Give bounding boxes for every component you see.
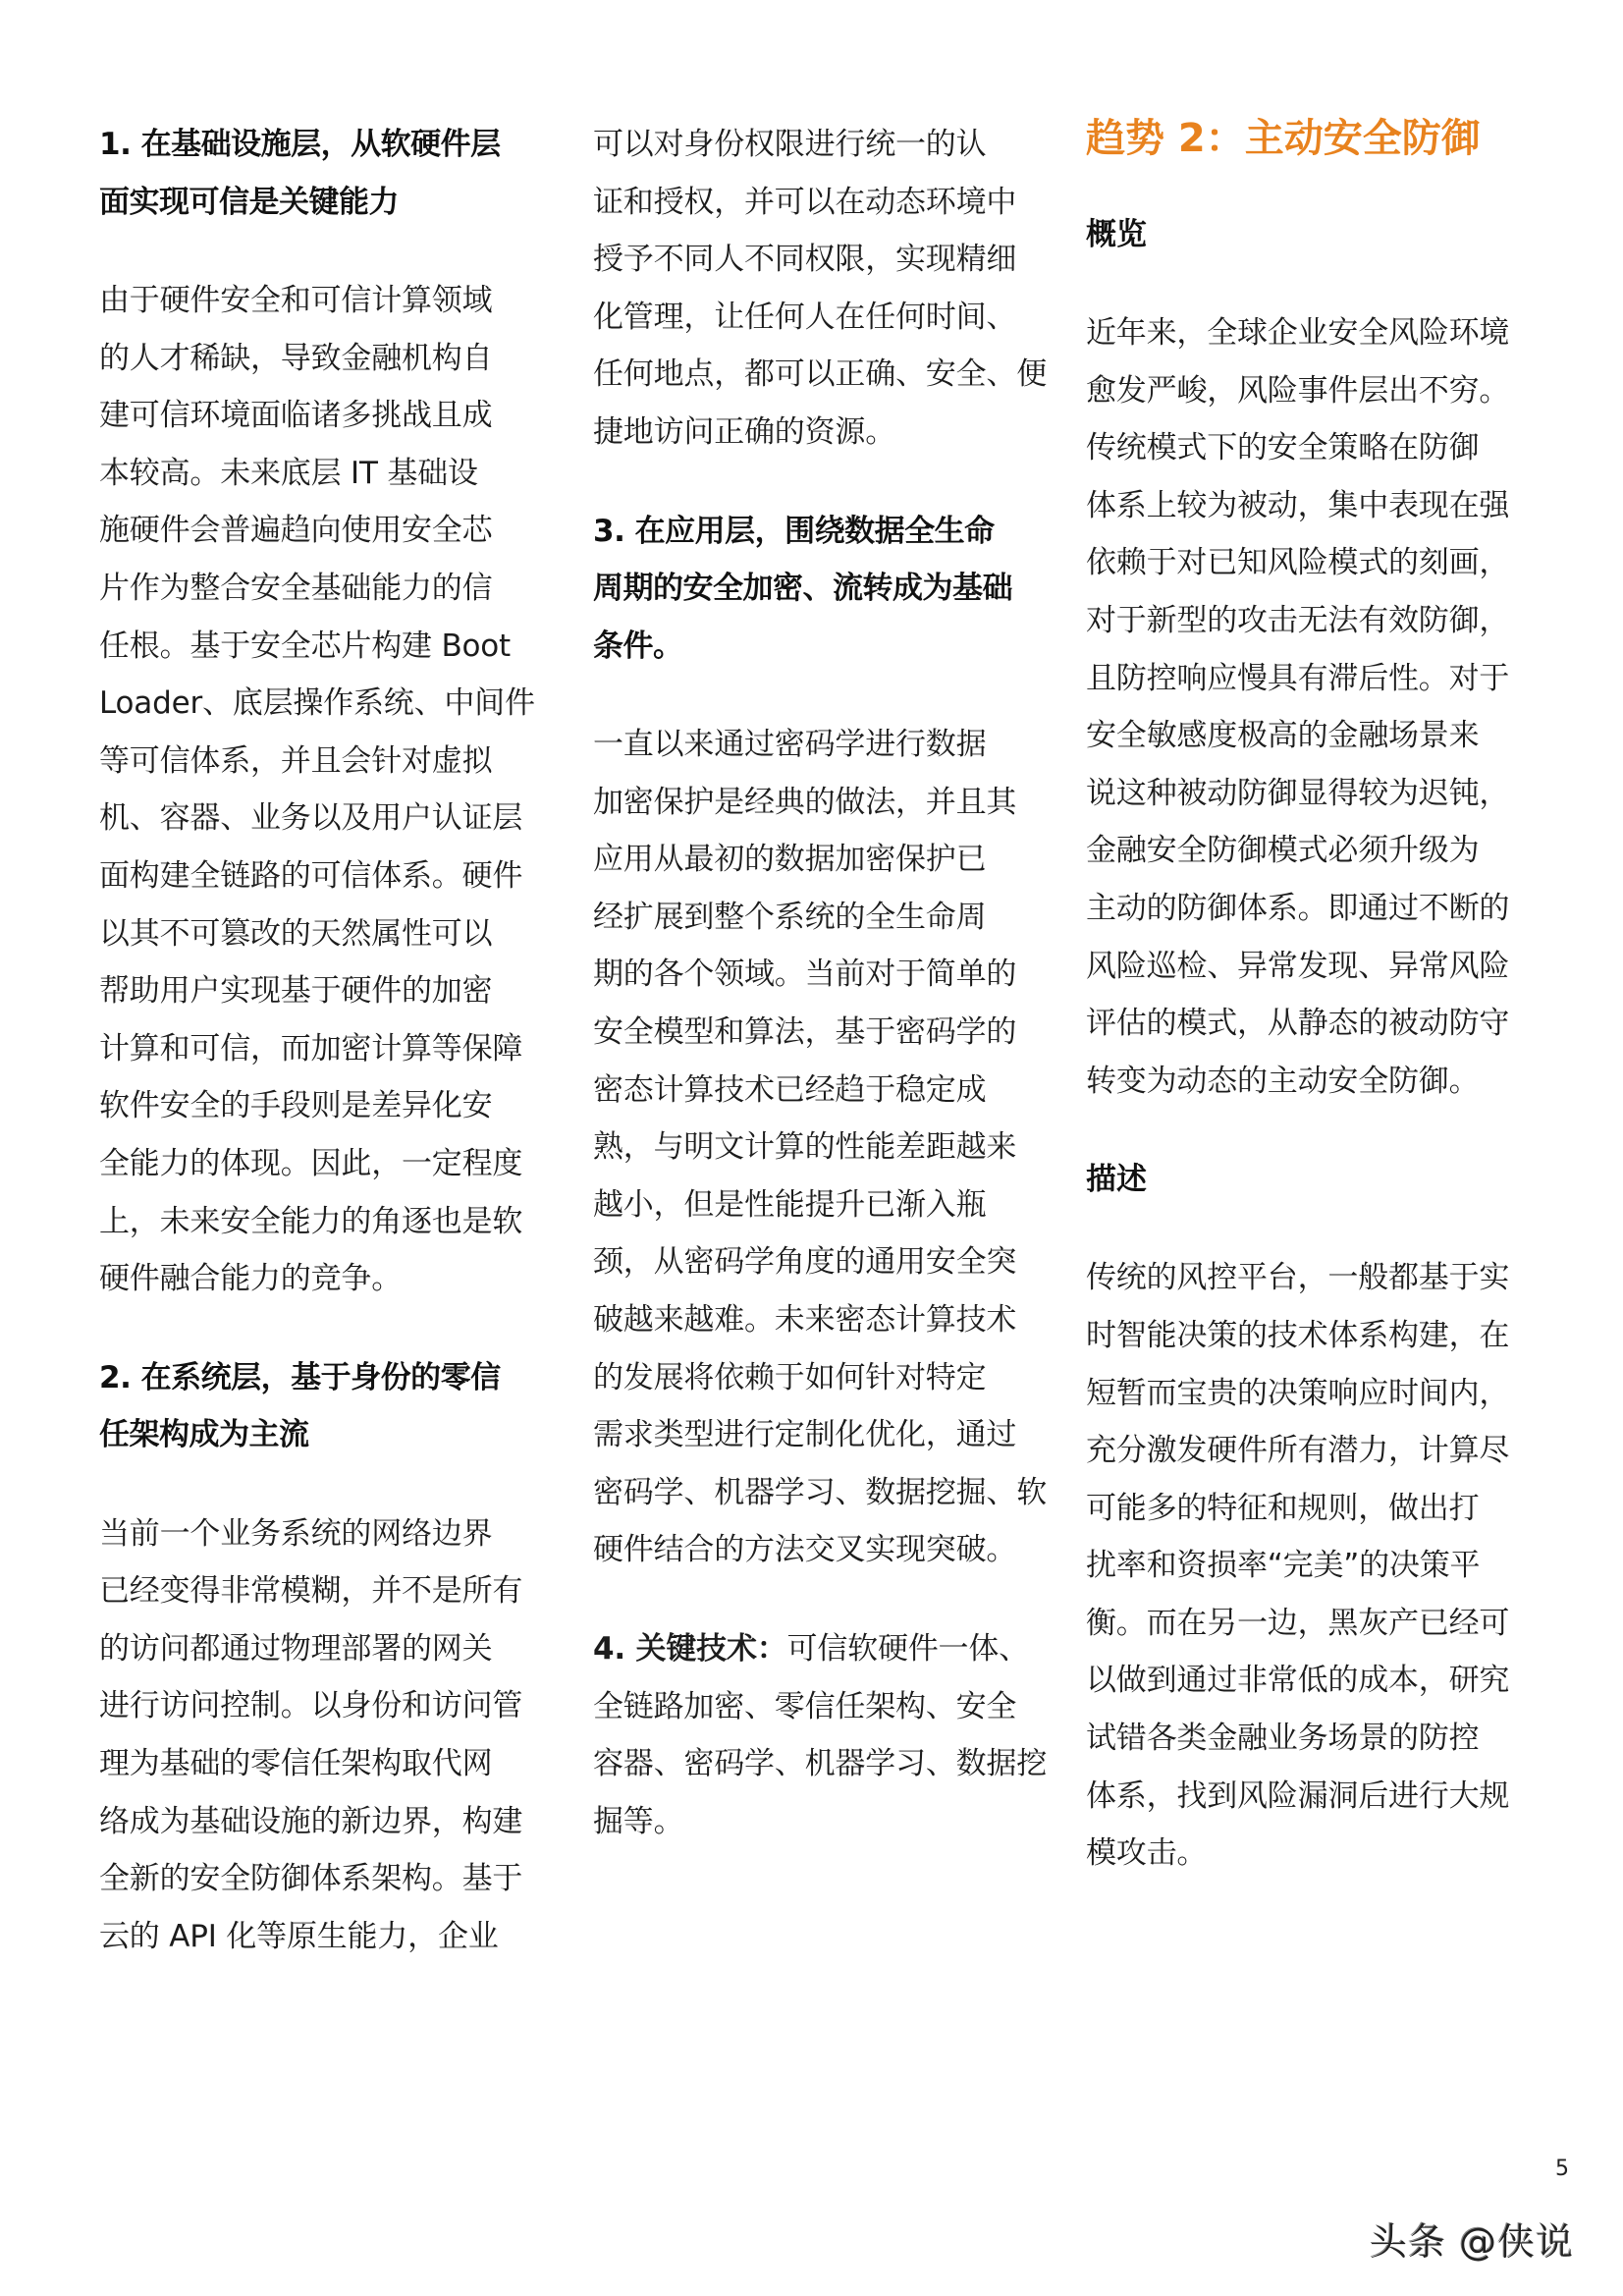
text-line: 颈，从密码学角度的通用安全突 bbox=[593, 1244, 1017, 1281]
paragraph-overview bbox=[1086, 304, 1540, 1110]
paragraph-encryption bbox=[593, 716, 1047, 1579]
text-line: 转变为动态的主动安全防御。 bbox=[1086, 1063, 1480, 1099]
text-line: 计算和可信，而加密计算等保障 bbox=[99, 1030, 523, 1066]
text-line: 的发展将依赖于如何针对特定 bbox=[593, 1359, 987, 1395]
text-line: 体系，找到风险漏洞后进行大规 bbox=[1086, 1777, 1510, 1814]
text-line: 依赖于对已知风险模式的刻画， bbox=[1086, 545, 1510, 581]
heading-line: 条件。 bbox=[593, 628, 683, 664]
paragraph-zero-trust-continued bbox=[593, 116, 1047, 462]
text-line: 证和授权，并可以在动态环境中 bbox=[593, 184, 1017, 220]
watermark: 头条 @侠说 bbox=[1370, 2220, 1575, 2264]
text-line: 帮助用户实现基于硬件的加密 bbox=[99, 973, 493, 1010]
text-line: 破越来越难。未来密态计算技术 bbox=[593, 1302, 1017, 1338]
text-line: 说这种被动防御显得较为迟钝， bbox=[1086, 775, 1510, 811]
key-tech-text: 可信软硬件一体、 bbox=[786, 1630, 1029, 1667]
text-line: 授予不同人不同权限，实现精细 bbox=[593, 242, 1017, 278]
heading-line: 3. 在应用层，围绕数据全生命 bbox=[593, 513, 995, 549]
text-line: 等可信体系，并且会针对虚拟 bbox=[99, 742, 493, 779]
text-line: 期的各个领域。当前对于简单的 bbox=[593, 957, 1017, 993]
column-2 bbox=[593, 116, 1047, 1850]
text-line: 需求类型进行定制化优化，通过 bbox=[593, 1417, 1017, 1453]
text-line: 可以对身份权限进行统一的认 bbox=[593, 127, 987, 162]
text-line: 由于硬件安全和可信计算领域 bbox=[99, 283, 493, 318]
text-line: 密态计算技术已经趋于稳定成 bbox=[593, 1071, 987, 1108]
key-technologies bbox=[593, 1620, 1047, 1850]
text-line: 云的 API 化等原生能力，企业 bbox=[99, 1918, 499, 1954]
text-line: 任何地点，都可以正确、安全、便 bbox=[593, 356, 1047, 393]
text-line: 任根。基于安全芯片构建 Boot bbox=[99, 628, 512, 664]
heading-line: 1. 在基础设施层，从软硬件层 bbox=[99, 127, 501, 162]
text-line: 机、容器、业务以及用户认证层 bbox=[99, 800, 523, 837]
text-line: 的访问都通过物理部署的网关 bbox=[99, 1630, 493, 1667]
text-line: 愈发严峻，风险事件层出不穷。 bbox=[1086, 372, 1510, 409]
text-line: 理为基础的零信任架构取代网 bbox=[99, 1746, 493, 1782]
text-line: 传统的风控平台，一般都基于实 bbox=[1086, 1260, 1510, 1296]
text-line: 密码学、机器学习、数据挖掘、软 bbox=[593, 1474, 1047, 1510]
text-line: 应用从最初的数据加密保护已 bbox=[593, 842, 987, 878]
text-line: 软件安全的手段则是差异化安 bbox=[99, 1088, 493, 1124]
text-line: 以做到通过非常低的成本，研究 bbox=[1086, 1663, 1510, 1699]
text-line: 安全敏感度极高的金融场景来 bbox=[1086, 718, 1480, 754]
section-heading-3 bbox=[593, 503, 1047, 676]
text-line: 以其不可篡改的天然属性可以 bbox=[99, 915, 493, 952]
text-line: 金融安全防御模式必须升级为 bbox=[1086, 833, 1480, 869]
text-line: 当前一个业务系统的网络边界 bbox=[99, 1515, 493, 1552]
text-line: 可能多的特征和规则，做出打 bbox=[1086, 1490, 1480, 1526]
text-line: 体系上较为被动，集中表现在强 bbox=[1086, 487, 1510, 523]
text-line: 充分激发硬件所有潜力，计算尽 bbox=[1086, 1433, 1510, 1469]
text-line: 且防控响应慢具有滞后性。对于 bbox=[1086, 660, 1510, 696]
page-number: 5 bbox=[1555, 2157, 1569, 2181]
column-1 bbox=[99, 116, 553, 1965]
text-line: 风险巡检、异常发现、异常风险 bbox=[1086, 948, 1510, 984]
text-line: 化管理，让任何人在任何时间、 bbox=[593, 299, 1017, 335]
text-line: 捷地访问正确的资源。 bbox=[593, 413, 895, 450]
text-line: 已经变得非常模糊，并不是所有 bbox=[99, 1573, 523, 1610]
text-line: 上，未来安全能力的角逐也是软 bbox=[99, 1203, 523, 1239]
column-3 bbox=[1086, 116, 1540, 1883]
text-line: 经扩展到整个系统的全生命周 bbox=[593, 899, 987, 935]
text-line: 硬件结合的方法交叉实现突破。 bbox=[593, 1532, 1017, 1568]
text-line: 的人才稀缺，导致金融机构自 bbox=[99, 340, 493, 376]
text-line: 传统模式下的安全策略在防御 bbox=[1086, 430, 1480, 466]
heading-line: 2. 在系统层，基于身份的零信 bbox=[99, 1359, 501, 1395]
text-line: 衡。而在另一边，黑灰产已经可 bbox=[1086, 1605, 1510, 1641]
description-heading: 描述 bbox=[1086, 1162, 1147, 1198]
text-line bbox=[593, 1620, 1047, 1678]
section-heading-2 bbox=[99, 1349, 553, 1464]
text-line: Loader、底层操作系统、中间件 bbox=[99, 685, 535, 722]
trend-title: 趋势 2：主动安全防御 bbox=[1086, 116, 1481, 161]
text-line: 络成为基础设施的新边界，构建 bbox=[99, 1803, 523, 1839]
key-tech-label: 4. 关键技术： bbox=[593, 1630, 787, 1667]
text-line: 容器、密码学、机器学习、数据挖 bbox=[593, 1746, 1047, 1782]
text-line: 安全模型和算法，基于密码学的 bbox=[593, 1014, 1017, 1051]
text-line: 施硬件会普遍趋向使用安全芯 bbox=[99, 513, 493, 549]
text-line: 掘等。 bbox=[593, 1803, 684, 1839]
text-line: 片作为整合安全基础能力的信 bbox=[99, 570, 493, 606]
paragraph-infrastructure bbox=[99, 272, 553, 1308]
text-line: 评估的模式，从静态的被动防守 bbox=[1086, 1006, 1510, 1042]
text-line: 本较高。未来底层 IT 基础设 bbox=[99, 455, 478, 491]
heading-line: 周期的安全加密、流转成为基础 bbox=[593, 571, 1012, 607]
text-line: 对于新型的攻击无法有效防御， bbox=[1086, 602, 1510, 638]
text-line: 面构建全链路的可信体系。硬件 bbox=[99, 857, 523, 894]
text-line: 近年来，全球企业安全风险环境 bbox=[1086, 315, 1510, 351]
text-line: 全能力的体现。因此，一定程度 bbox=[99, 1145, 523, 1181]
paragraph-zero-trust bbox=[99, 1505, 553, 1966]
heading-line: 任架构成为主流 bbox=[99, 1417, 309, 1453]
text-line: 全新的安全防御体系架构。基于 bbox=[99, 1861, 523, 1897]
text-line: 模攻击。 bbox=[1086, 1835, 1208, 1872]
section-heading-1 bbox=[99, 116, 553, 231]
text-line: 硬件融合能力的竞争。 bbox=[99, 1261, 402, 1297]
text-line: 建可信环境面临诸多挑战且成 bbox=[99, 398, 493, 434]
text-line: 短暂而宝贵的决策响应时间内， bbox=[1086, 1375, 1510, 1411]
text-line: 加密保护是经典的做法，并且其 bbox=[593, 784, 1017, 820]
heading-line: 面实现可信是关键能力 bbox=[99, 184, 399, 220]
paragraph-description bbox=[1086, 1249, 1540, 1883]
text-line: 主动的防御体系。即通过不断的 bbox=[1086, 890, 1510, 926]
text-line: 扰率和资损率“完美”的决策平 bbox=[1086, 1548, 1481, 1584]
text-line: 全链路加密、零信任架构、安全 bbox=[593, 1688, 1017, 1724]
text-line: 时智能决策的技术体系构建，在 bbox=[1086, 1317, 1510, 1353]
overview-heading: 概览 bbox=[1086, 217, 1147, 252]
text-line: 试错各类金融业务场景的防控 bbox=[1086, 1721, 1480, 1757]
text-line: 进行访问控制。以身份和访问管 bbox=[99, 1688, 523, 1724]
text-line: 熟，与明文计算的性能差距越来 bbox=[593, 1129, 1017, 1166]
text-line: 一直以来通过密码学进行数据 bbox=[593, 727, 987, 763]
text-line: 越小，但是性能提升已渐入瓶 bbox=[593, 1186, 987, 1223]
